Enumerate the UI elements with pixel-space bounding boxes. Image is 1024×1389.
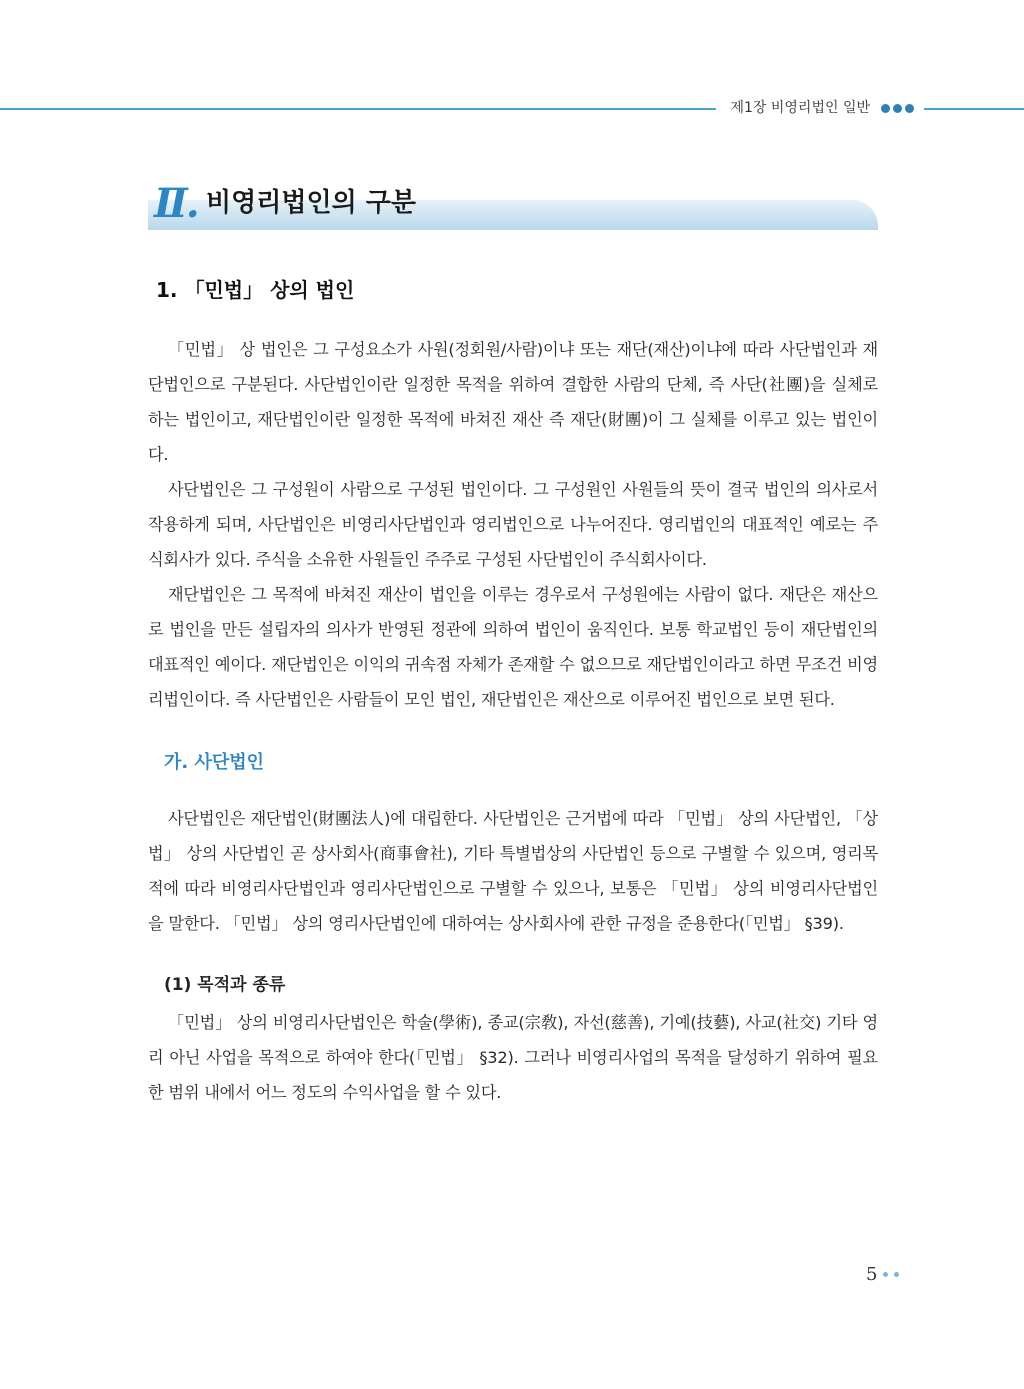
paragraph: 사단법인은 그 구성원이 사람으로 구성된 법인이다. 그 구성원인 사원들의 뜻이 결국 법인의 의사로서 작용하게 되며, 사단법인은 비영리사단법인과 영리법인으로 나누어진다. 영리법인의 대표적인 예로는 주식회사가 있다. 주식을 소유한 사원들인 주주로 구성된 사단법인이 주식회사이다. (148, 480, 878, 569)
subsection-heading-ga: 가. 사단법인 (164, 752, 265, 773)
page-dot-icon (883, 1272, 888, 1277)
main-content (148, 270, 878, 1110)
paragraph: 사단법인은 재단법인(財團法人)에 대립한다. 사단법인은 근거법에 따라 「민법」 상의 사단법인, 「상법」 상의 사단법인 곧 상사회사(商事會社), 기타 특별법상의 사단법인 등으로 구별할 수 있으며, 영리목적에 따라 비영리사단법인과 영리사단법인으로 구별할 수 있으나, 보통은 「민법」 상의 비영리사단법인을 말한다. 「민법」 상의 영리사단법인에 대하여는 상사회사에 관한 규정을 준용한다(「민법」 §39). (148, 809, 878, 933)
subsection-heading-1: 1. 「민법」 상의 법인 (156, 278, 355, 302)
paragraph: 재단법인은 그 목적에 바쳐진 재산이 법인을 이루는 경우로서 구성원에는 사람이 없다. 재단은 재산으로 법인을 만든 설립자의 의사가 반영된 정관에 의하여 법인이 움직인다. 보통 학교법인 등이 재단법인의 대표적인 예이다. 재단법인은 이익의 귀속점 자체가 존재할 수 없으므로 재단법인이라고 하면 무조건 비영리법인이다. 즉 사단법인은 사람들이 모인 법인, 재단법인은 재산으로 이루어진 법인으로 보면 된다. (148, 585, 878, 709)
header-dots-icon (878, 104, 914, 113)
section-banner (148, 178, 878, 230)
page-number-text: 5 (866, 1264, 878, 1285)
paragraph: 「민법」 상의 비영리사단법인은 학술(學術), 종교(宗敎), 자선(慈善), 기예(技藝), 사교(社交) 기타 영리 아닌 사업을 목적으로 하여야 한다(「민법」 §32). 그러나 비영리사업의 목적을 달성하기 위하여 필요한 범위 내에서 어느 정도의 수익사업을 할 수 있다. (148, 1013, 878, 1102)
page-dot-icon (894, 1272, 899, 1277)
subsection-heading-purpose: (1) 목적과 종류 (164, 975, 286, 995)
running-head (716, 96, 924, 120)
page-number (866, 1264, 899, 1285)
paragraph: 「민법」 상 법인은 그 구성요소가 사원(정회원/사람)이냐 또는 재단(재산)이냐에 따라 사단법인과 재단법인으로 구분된다. 사단법인이란 일정한 목적을 위하여 결합한 사람의 단체, 즉 사단(社團)을 실체로 하는 법인이고, 재단법인이란 일정한 목적에 바쳐진 재산 즉 재단(財團)이 그 실체를 이루고 있는 법인이다. (148, 340, 878, 464)
running-head-title: 제1장 비영리법인 일반 (730, 100, 870, 116)
section-title: 비영리법인의 구분 (206, 188, 416, 218)
section-number: Ⅱ. (154, 180, 198, 227)
